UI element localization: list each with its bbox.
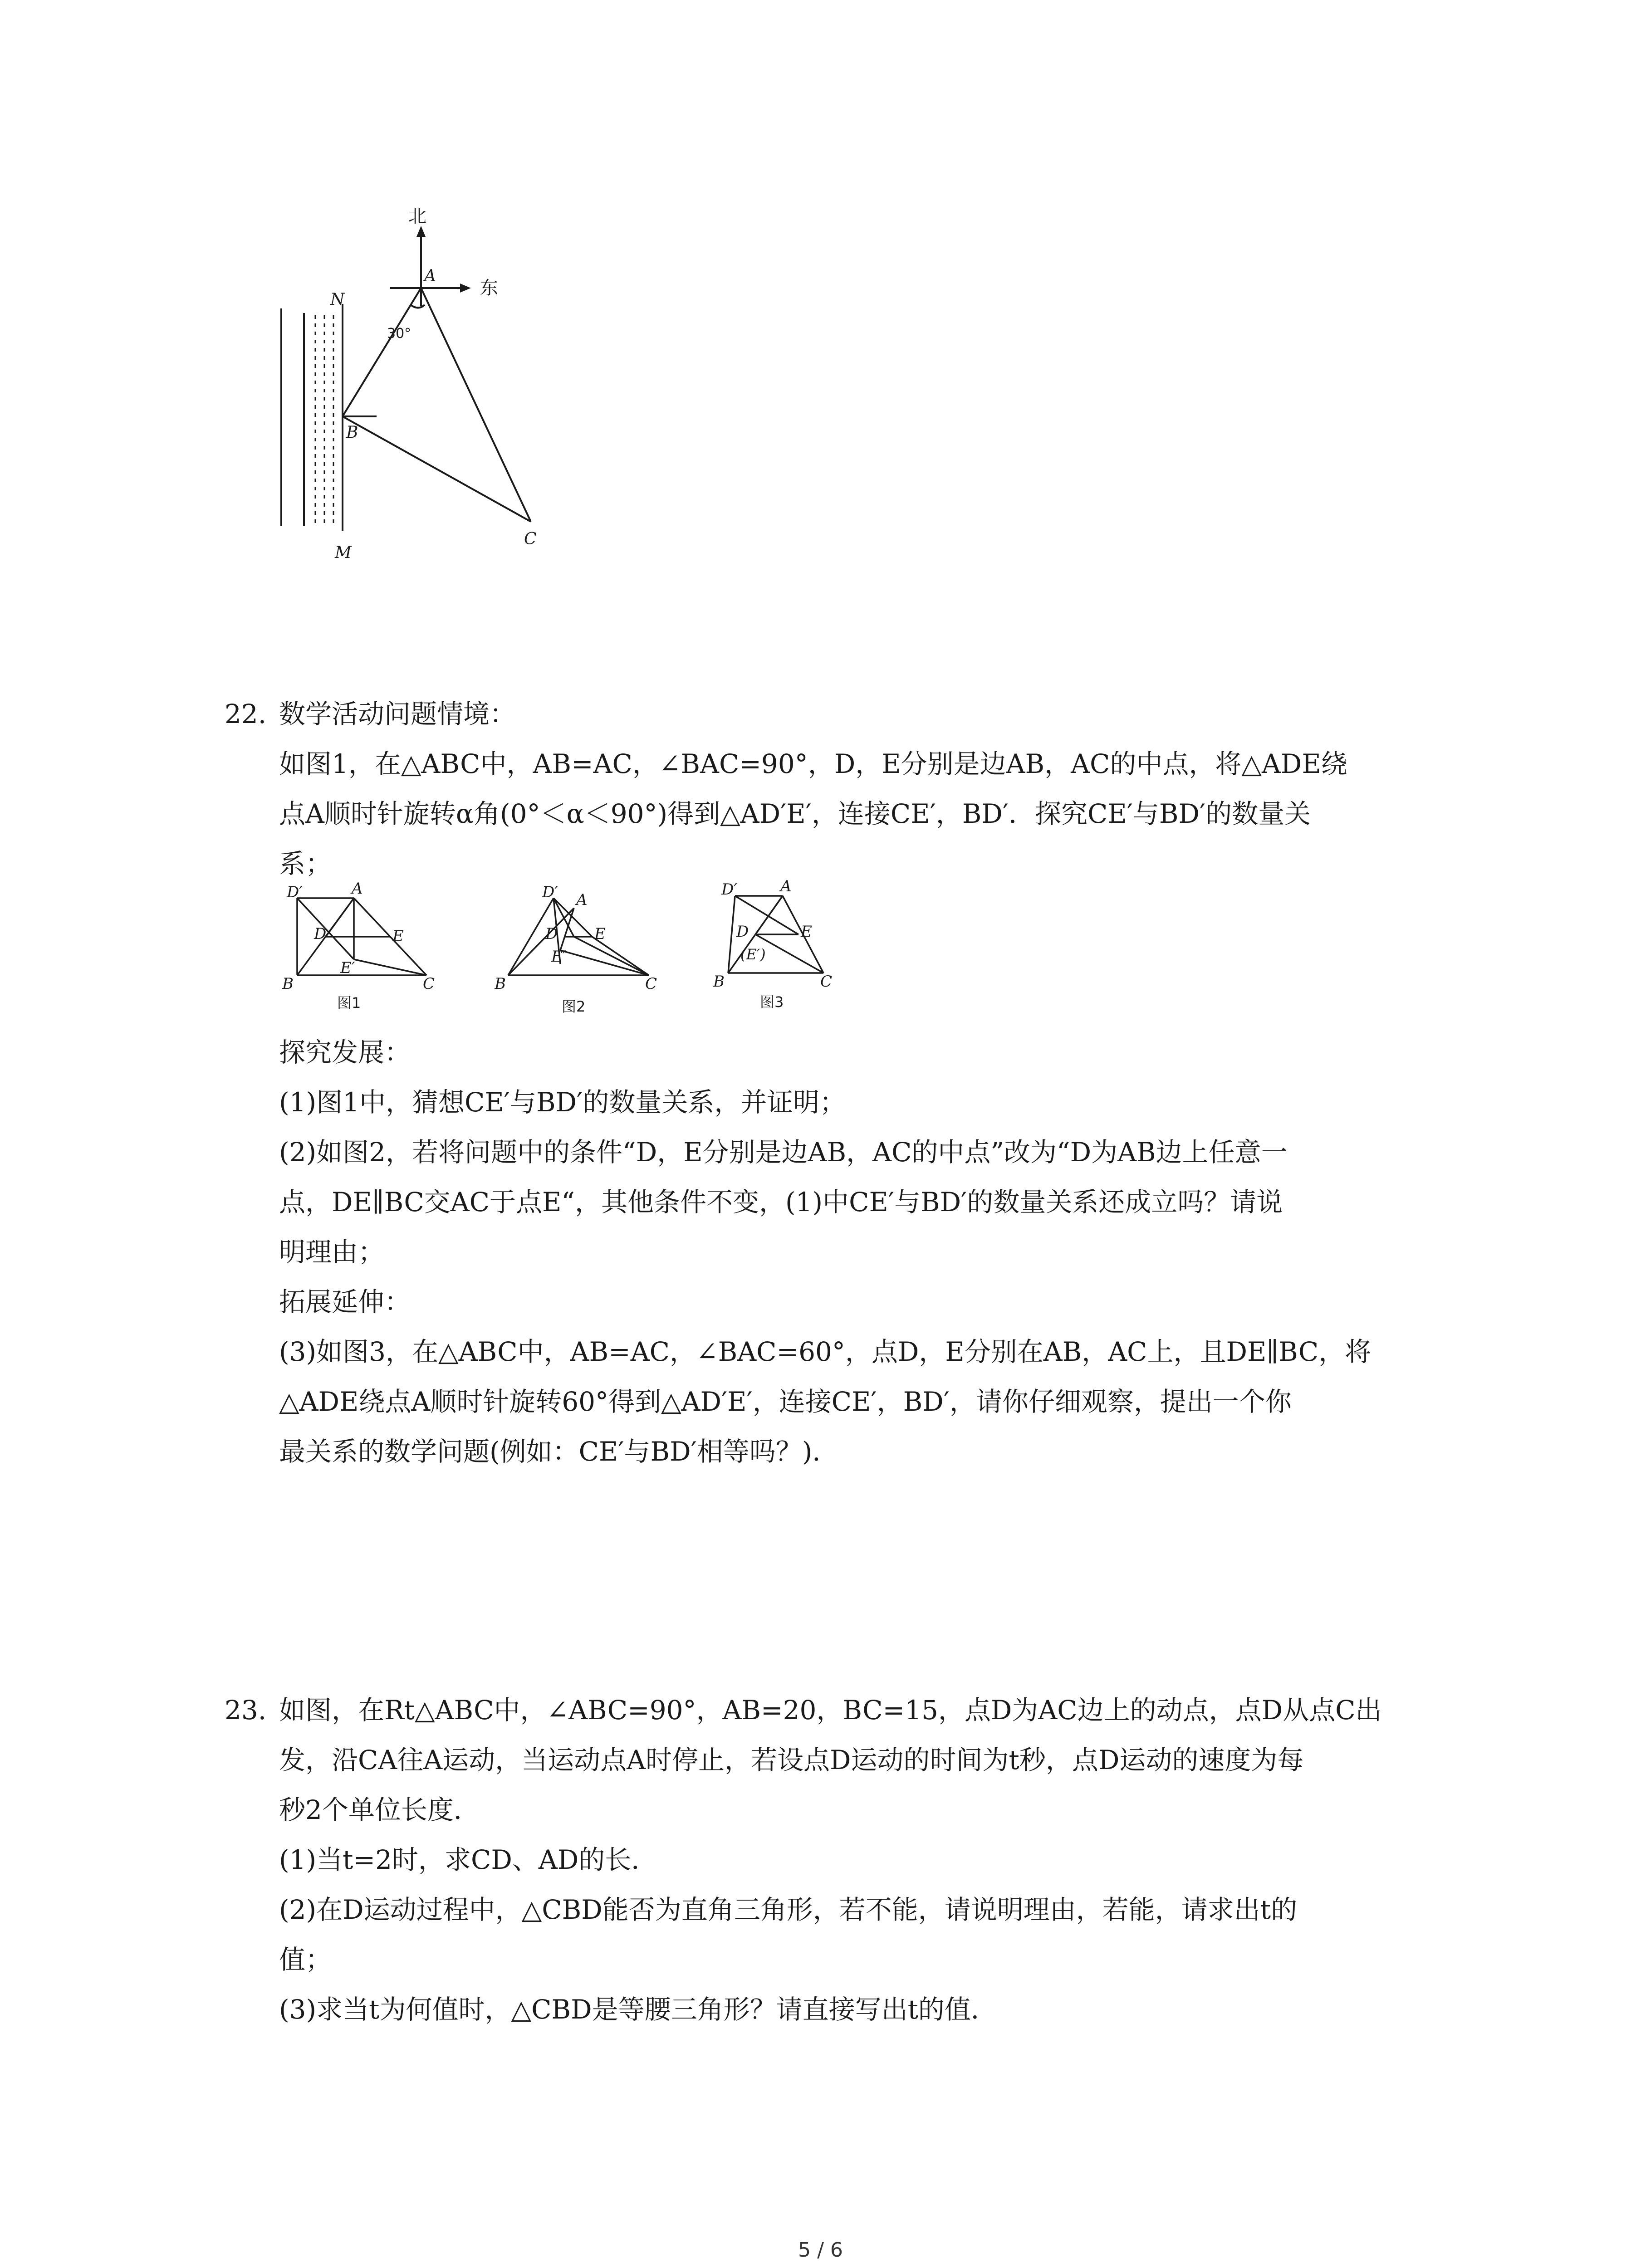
fig1-c-label: C (423, 975, 435, 993)
figure-2 (495, 880, 671, 1034)
fig2-a-label: A (576, 891, 588, 909)
point-c-label: C (524, 530, 537, 548)
fig3-a-label: A (780, 877, 792, 895)
east-label: 东 (480, 278, 498, 298)
fig2-e-label: E (594, 925, 606, 943)
fig2-ep-label: E′ (551, 948, 566, 966)
fig1-b-label: B (282, 975, 294, 993)
fig1-ep-label: E′ (340, 959, 355, 977)
figure-3 (708, 871, 853, 1030)
fig1-caption: 图1 (337, 994, 361, 1012)
fig2-dp-label: D′ (542, 883, 558, 901)
q23-line-3: 秒2个单位长度． (279, 1794, 480, 1825)
q22-part-2-line-1: (2)如图2，若将问题中的条件“D，E分别是边AB，AC的中点”改为“D为AB边上任意一 (279, 1137, 1288, 1168)
point-b-label: B (346, 423, 358, 442)
fig1-d-label: D (314, 925, 327, 943)
q22-part-3-line-2: △ADE绕点A顺时针旋转60°得到△AD′E′，连接CE′，BD′，请你仔细观察，提出一个你 (279, 1386, 1292, 1417)
q22-part-2-line-2: 点，DE∥BC交AC于点E“，其他条件不变，(1)中CE′与BD′的数量关系还成立吗？请说 (279, 1187, 1283, 1217)
q22-section-explore: 探究发展： (279, 1037, 411, 1068)
q23-part-2-line-2: 值； (279, 1944, 332, 1975)
fig1-a-label: A (352, 880, 363, 898)
q23-line-2: 发，沿CA往A运动，当运动点A时停止，若设点D运动的时间为t秒，点D运动的速度为每 (279, 1745, 1304, 1775)
fig3-b-label: B (713, 973, 725, 991)
fig2-caption: 图2 (562, 998, 586, 1015)
q23-part-2-line-1: (2)在D运动过程中，△CBD能否为直角三角形，若不能，请说明理由，若能，请求出t的 (279, 1894, 1298, 1925)
q22-number: 22. (225, 699, 267, 729)
q22-part-2-line-3: 明理由； (279, 1237, 385, 1267)
fig2-b-label: B (495, 975, 506, 993)
page-number: 5 / 6 (798, 2239, 843, 2262)
fig3-dp-label: D′ (721, 880, 737, 899)
fig3-d-label: D (736, 923, 749, 941)
fig3-ep-label: (E′) (740, 946, 766, 963)
q22-line-1: 数学活动问题情境： (279, 699, 516, 729)
compass-diagram (254, 200, 617, 572)
q22-line-4: 系； (279, 848, 332, 879)
q22-part-3-line-1: (3)如图3，在△ABC中，AB=AC，∠BAC=60°，点D，E分别在AB，AC上，且DE∥BC，将 (279, 1336, 1372, 1367)
point-a-label: A (424, 267, 436, 285)
angle-label: 30° (387, 326, 411, 342)
fig3-caption: 图3 (760, 993, 784, 1011)
fig1-dp-label: D′ (287, 883, 303, 901)
fig1-e-label: E (392, 927, 404, 945)
point-m-label: M (335, 543, 352, 562)
q22-line-2: 如图1，在△ABC中，AB=AC，∠BAC=90°，D，E分别是边AB，AC的中点，将△ADE绕 (279, 748, 1347, 779)
fig3-c-label: C (820, 973, 833, 991)
fig2-c-label: C (645, 975, 657, 993)
north-label: 北 (408, 206, 426, 227)
point-n-label: N (330, 290, 345, 309)
fig3-e-label: E (801, 923, 812, 941)
q23-part-1: (1)当t=2时，求CD、AD的长． (279, 1844, 658, 1875)
fig2-d-label: D (545, 925, 558, 943)
figure-1 (277, 880, 449, 1034)
q23-part-3: (3)求当t为何值时，△CBD是等腰三角形？请直接写出t的值． (279, 1994, 997, 2025)
q22-section-extend: 拓展延伸： (279, 1286, 411, 1317)
q22-line-3: 点A顺时针旋转α角(0°＜α＜90°)得到△AD′E′，连接CE′，BD′．探究CE′与BD′的数量关 (279, 798, 1311, 829)
q23-line-1: 如图，在Rt△ABC中，∠ABC=90°，AB=20，BC=15，点D为AC边上的动点，点D从点C出 (279, 1695, 1382, 1725)
q23-number: 23. (225, 1695, 267, 1725)
q22-part-1: (1)图1中，猜想CE′与BD′的数量关系，并证明； (279, 1087, 846, 1118)
q22-part-3-line-3: 最关系的数学问题(例如：CE′与BD′相等吗？)． (279, 1436, 839, 1467)
